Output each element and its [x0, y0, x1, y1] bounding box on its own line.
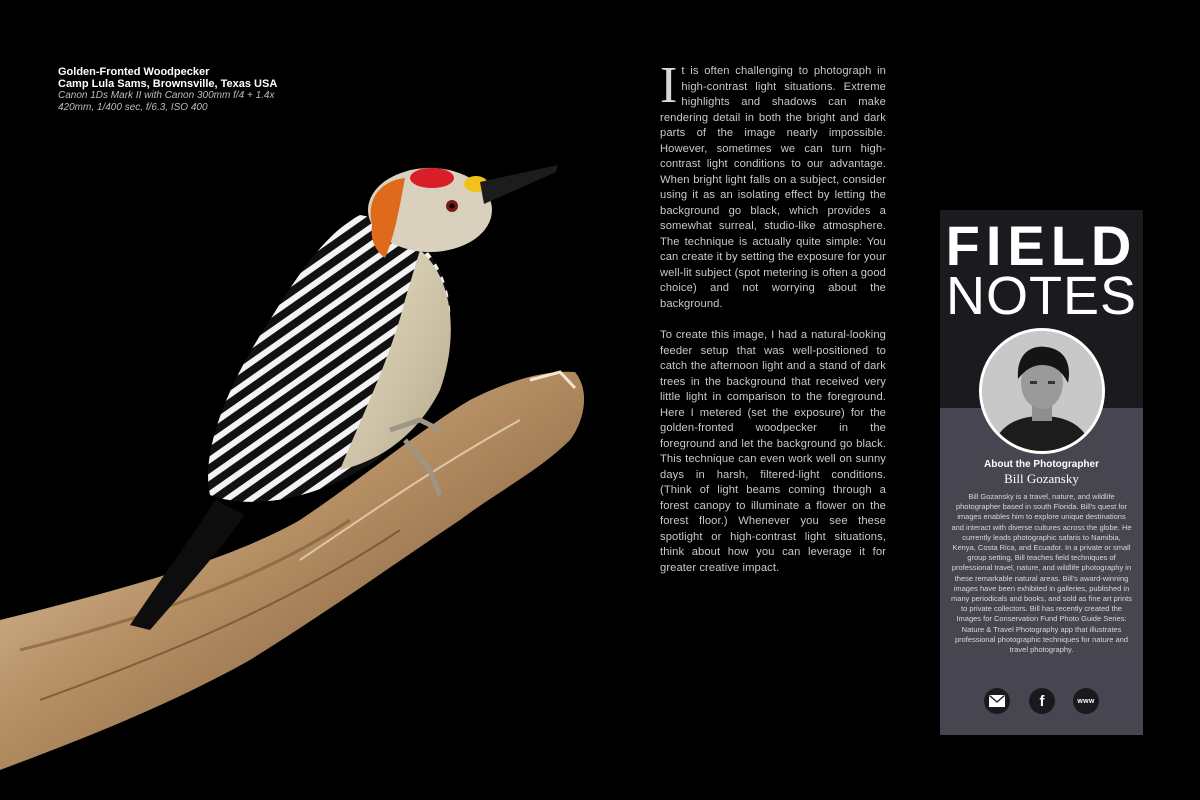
website-icon[interactable]: www — [1073, 688, 1099, 714]
social-icons — [940, 688, 1143, 716]
photographer-portrait — [979, 328, 1105, 454]
about-heading: About the Photographer — [984, 459, 1099, 470]
facebook-icon[interactable]: f — [1029, 688, 1055, 714]
drop-cap: I — [660, 57, 678, 114]
caption-location: Camp Lula Sams, Brownsville, Texas USA — [58, 78, 278, 90]
caption-exif: 420mm, 1/400 sec, f/6.3, ISO 400 — [58, 102, 208, 113]
photographer-name: Bill Gozansky — [1004, 471, 1079, 486]
article-body — [660, 57, 886, 592]
caption-gear: Canon 1Ds Mark II with Canon 300mm f/4 + 1.4x — [58, 90, 275, 101]
envelope-icon[interactable] — [984, 688, 1010, 714]
article-paragraph-2: To create this image, I had a natural-looking feeder setup that was well-positioned to catch the afternoon light and a stand of dark trees in the background that received very little light in comparison to the foreground. Here I metered (set the exposure) for the golden-fronted woodpecker in the foreground and let the background go black. This technique can even work well on sunny days in harsh, filtered-light conditions. (Think of light beams coming through a forest canopy to illuminate a flower on the forest floor.) Whenever you see these spotlight or high-contrast light situations, think about how you can leverage it for greater creative impact. — [660, 329, 886, 574]
sidebar-title-field: FIELD — [945, 214, 1138, 277]
field-notes-sidebar — [940, 210, 1143, 735]
sidebar-title-notes: NOTES — [945, 266, 1138, 326]
article-paragraph-1 — [660, 57, 886, 312]
article-paragraph-1-text: t is often challenging to photograph in high-contrast light situations. Extreme highlights and shadows can make rendering detail in both the bright and dark parts of the image nearly impossible. However, sometimes we can turn high-contrast light conditions to our advantage. When bright light falls on a subject, consider using it as an isolating effect by letting the background go black, which provides a somewhat surreal, studio-like atmosphere. The technique is actually quite simple: You can create it by setting the exposure for your well-lit subject (spot metering is often a good choice) and not worrying about the background. — [660, 65, 886, 310]
envelope-glyph — [989, 695, 1005, 707]
portrait-illustration — [982, 331, 1102, 451]
photographer-bio: Bill Gozansky is a travel, nature, and wildlife photographer based in south Florida. Bill's quest for images enables him to explore unique destinations and interact with diverse cultures across the globe. He currently leads photographic safaris to Namibia, Kenya, Costa Rica, and Ecuador. In a private or small group setting, Bill teaches field techniques of professional travel, nature, and wildlife photography in these remarkable natural areas. Bill's award-winning images have been exhibited in galleries, published in many periodicals and books, and sold as fine art prints to private collectors. Bill has recently created the Images for Conservation Fund Photo Guide Series: Nature & Travel Photography app that illustrates professional photographic techniques for nature and travel photography. — [951, 492, 1132, 655]
caption-title: Golden-Fronted Woodpecker — [58, 66, 210, 78]
photo-caption — [58, 66, 318, 114]
